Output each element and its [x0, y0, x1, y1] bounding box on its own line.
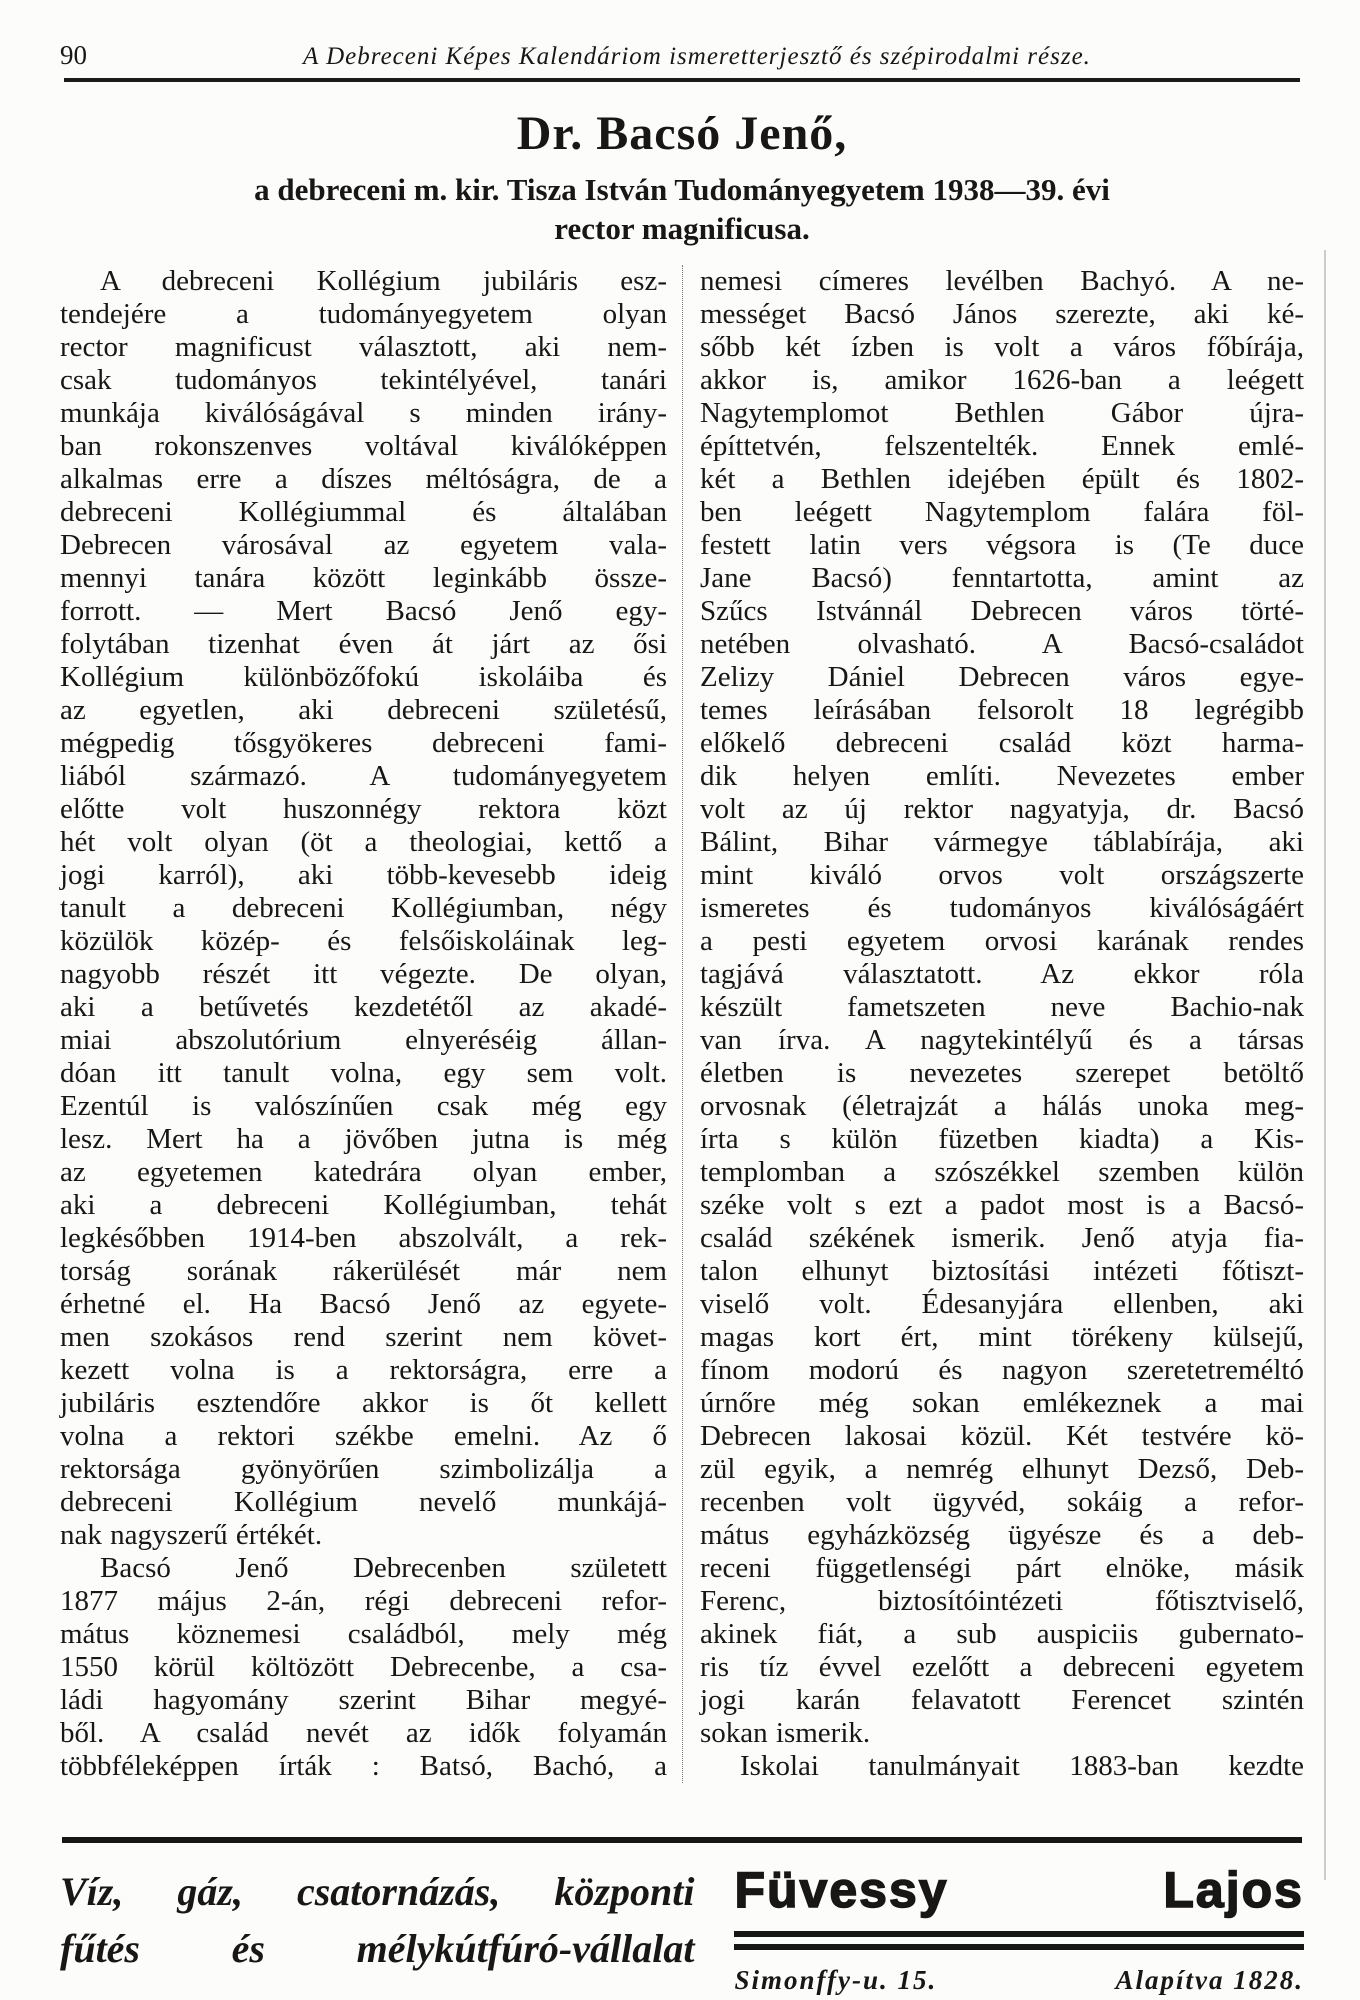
text-line: a pesti egyetem orvosi karának rendes — [700, 925, 1304, 957]
text-line: viselő volt. Édesanyjára ellenben, aki — [700, 1288, 1304, 1320]
text-line: ben leégett Nagytemplom falára föl- — [700, 496, 1304, 528]
article-title: Dr. Bacsó Jenő, — [516, 107, 848, 160]
text-line: netében olvasható. A Bacsó-családot — [700, 628, 1304, 660]
text-line: rector magnificust választott, aki nem- — [60, 331, 667, 363]
text-line: rektorsága gyönyörűen szimbolizálja a — [60, 1453, 667, 1485]
text-line: széke volt s ezt a padot most is a Bacsó- — [700, 1189, 1304, 1221]
text-line: írta s külön füzetben kiadta) a Kis- — [700, 1123, 1304, 1155]
text-line: Nagytemplomot Bethlen Gábor újra- — [700, 397, 1304, 429]
advert-section — [60, 1859, 1304, 1996]
text-line: receni függetlenségi párt elnöke, másik — [700, 1552, 1304, 1584]
text-line: sokan ismerik. — [700, 1717, 871, 1749]
header-rule — [64, 78, 1300, 82]
text-line: aki a debreceni Kollégiumban, tehát — [60, 1189, 667, 1221]
text-line: az egyetemen katedrára olyan ember, — [60, 1156, 667, 1188]
text-line: recenben volt ügyvéd, sokáig a refor- — [700, 1486, 1304, 1518]
text-line: két a Bethlen idejében épült és 1802- — [700, 463, 1304, 495]
text-line: liából származó. A tudományegyetem — [60, 760, 667, 792]
text-line: ismeretes és tudományos kiválóságáért — [700, 892, 1304, 924]
text-line: előtte volt huszonnégy rektora közt — [60, 793, 667, 825]
text-line: Ferenc, biztosítóintézeti főtisztviselő, — [700, 1585, 1304, 1617]
text-line: miai abszolutórium elnyeréséig állan- — [60, 1024, 667, 1056]
text-line: festett latin vers végsora is (Te duce — [700, 529, 1304, 561]
text-line: torság sorának rákerülését már nem — [60, 1255, 667, 1287]
text-line: tagjává választatott. Az ekkor róla — [700, 958, 1304, 990]
advert-company-block — [694, 1859, 1304, 1996]
text-line: van írva. A nagytekintélyű és a társas — [700, 1024, 1304, 1056]
text-line: dóan itt tanult volna, egy sem volt. — [60, 1057, 667, 1089]
text-line: mennyi tanára között leginkább össze- — [60, 562, 667, 594]
text-line: Debrecen városával az egyetem vala- — [60, 529, 667, 561]
article-subtitle — [60, 170, 1304, 248]
text-line: hét volt olyan (öt a theologiai, kettő a — [60, 826, 667, 858]
advert-services-line1: Víz, gáz, csatornázás, központi — [60, 1869, 695, 1914]
text-line: Kollégium különbözőfokú iskoláiba és — [60, 661, 667, 693]
text-line: közülök közép- és felsőiskoláinak leg- — [60, 925, 667, 957]
text-line: A debreceni Kollégium jubiláris esz- — [100, 265, 667, 297]
left-column — [60, 265, 682, 1783]
text-line: Szűcs Istvánnál Debrecen város törté- — [700, 595, 1304, 627]
text-line: csak tudományos tekintélyével, tanári — [60, 364, 667, 396]
text-line: tanult a debreceni Kollégiumban, négy — [60, 892, 667, 924]
text-line: Jane Bacsó) fenntartotta, amint az — [700, 562, 1304, 594]
text-line: előkelő debreceni család közt harma- — [700, 727, 1304, 759]
text-line: kezett volna is a rektorságra, erre a — [60, 1354, 667, 1386]
advert-address: Simonffy-u. 15. — [734, 1965, 938, 1995]
text-line: fínom modorú és nagyon szeretetreméltó — [700, 1354, 1304, 1386]
text-line: Ezentúl is valószínűen csak még egy — [60, 1090, 667, 1122]
scan-edge-artifact — [1324, 250, 1326, 1880]
text-line: Iskolai tanulmányait 1883-ban kezdte — [740, 1750, 1304, 1782]
text-line: akkor is, amikor 1626-ban a leégett — [700, 364, 1304, 396]
text-line: dik helyen említi. Nevezetes ember — [700, 760, 1304, 792]
text-line: lesz. Mert ha a jövőben jutna is még — [60, 1123, 667, 1155]
advert-services — [60, 1859, 694, 1996]
advert-address-row — [734, 1965, 1304, 1996]
text-line: érhetné el. Ha Bacsó Jenő az egyete- — [60, 1288, 667, 1320]
advert-separator-rule — [62, 1837, 1302, 1843]
text-line: nak nagyszerű értékét. — [60, 1519, 323, 1551]
text-line: 1877 május 2-án, régi debreceni refor- — [60, 1585, 667, 1617]
text-line: Bálint, Bihar vármegye táblabírája, aki — [700, 826, 1304, 858]
text-line: zül egyik, a nemrég elhunyt Dezső, Deb- — [700, 1453, 1304, 1485]
text-line: ládi hagyomány szerint Bihar megyé- — [60, 1684, 667, 1716]
text-line: mességet Bacsó János szerezte, aki ké- — [700, 298, 1304, 330]
text-line: jogi karán felavatott Ferencet szintén — [700, 1684, 1304, 1716]
text-line: ris tíz évvel ezelőtt a debreceni egyetem — [700, 1651, 1304, 1683]
text-line: men szokásos rend szerint nem követ- — [60, 1321, 667, 1353]
text-line: jogi karról), aki több-kevesebb ideig — [60, 859, 667, 891]
text-line: volna a rektori székbe emelni. Az ő — [60, 1420, 667, 1452]
text-line: magas kort ért, mint törékeny külsejű, — [700, 1321, 1304, 1353]
text-line: folytában tizenhat éven át járt az ősi — [60, 628, 667, 660]
running-title: A Debreceni Képes Kalendáriom ismeretterjesztő és szépirodalmi része. — [303, 43, 1091, 70]
page-number: 90 — [60, 40, 87, 70]
article-subtitle-line2: rector magnificusa. — [554, 211, 810, 246]
text-line: úrnőre még sokan emlékeznek a mai — [700, 1387, 1304, 1419]
text-line: építtetvén, felszentelték. Ennek emlé- — [700, 430, 1304, 462]
text-line: templomban a szószékkel szemben külön — [700, 1156, 1304, 1188]
text-line: jubiláris esztendőre akkor is őt kellett — [60, 1387, 667, 1419]
text-line: készült fametszeten neve Bachio-nak — [700, 991, 1304, 1023]
text-line: akinek fiát, a sub auspiciis gubernato- — [700, 1618, 1304, 1650]
text-line: mátus köznemesi családból, mely még — [60, 1618, 667, 1650]
text-line: legkésőbben 1914-ben abszolvált, a rek- — [60, 1222, 667, 1254]
text-line: alkalmas erre a díszes méltóságra, de a — [60, 463, 667, 495]
text-line: aki a betűvetés kezdetétől az akadé- — [60, 991, 667, 1023]
advert-founded: Alapítva 1828. — [1115, 1965, 1304, 1995]
text-line: életben is nevezetes szerepet betöltő — [700, 1057, 1304, 1089]
text-line: mátus egyházközség ügyésze és a deb- — [700, 1519, 1304, 1551]
right-column — [682, 265, 1304, 1783]
article-body — [60, 265, 1304, 1783]
text-line: ban rokonszenves voltával kiválóképpen — [60, 430, 667, 462]
text-line: Bacsó Jenő Debrecenben született — [100, 1552, 667, 1584]
text-line: sőbb két ízben is volt a város főbírája, — [700, 331, 1304, 363]
text-line: ből. A család nevét az idők folyamán — [60, 1717, 667, 1749]
text-line: Zelizy Dániel Debrecen város egye- — [700, 661, 1304, 693]
text-line: debreceni Kollégium nevelő munkájá- — [60, 1486, 667, 1518]
text-line: talon elhunyt biztosítási intézeti főtiszt- — [700, 1255, 1304, 1287]
text-line: orvosnak (életrajzát a hálás unoka meg- — [700, 1090, 1304, 1122]
text-line: mint kiváló orvos volt országszerte — [700, 859, 1304, 891]
text-line: 1550 körül költözött Debrecenbe, a csa- — [60, 1651, 667, 1683]
text-line: az egyetlen, aki debreceni születésű, — [60, 694, 667, 726]
text-line: mégpedig tősgyökeres debreceni fami- — [60, 727, 667, 759]
text-line: temes leírásában felsorolt 18 legrégibb — [700, 694, 1304, 726]
text-line: nemesi címeres levélben Bachyó. A ne- — [700, 265, 1304, 297]
text-line: forrott. — Mert Bacsó Jenő egy- — [60, 595, 667, 627]
advert-services-line2: fűtés és mélykútfúró-vállalat — [60, 1926, 695, 1971]
page-header — [60, 40, 1304, 71]
advert-company-name: Füvessy Lajos — [734, 1861, 1304, 1950]
text-line: tendejére a tudományegyetem olyan — [60, 298, 667, 330]
article-subtitle-line1: a debreceni m. kir. Tisza István Tudományegyetem 1938—39. évi — [254, 172, 1110, 207]
text-line: többféleképpen írták : Batsó, Bachó, a — [60, 1750, 667, 1782]
text-line: nagyobb részét itt végezte. De olyan, — [60, 958, 667, 990]
text-line: család székének ismerik. Jenő atyja fia- — [700, 1222, 1304, 1254]
text-line: volt az új rektor nagyatyja, dr. Bacsó — [700, 793, 1304, 825]
text-line: debreceni Kollégiummal és általában — [60, 496, 667, 528]
text-line: munkája kiválóságával s minden irány- — [60, 397, 667, 429]
text-line: Debrecen lakosai közül. Két testvére kö- — [700, 1420, 1304, 1452]
